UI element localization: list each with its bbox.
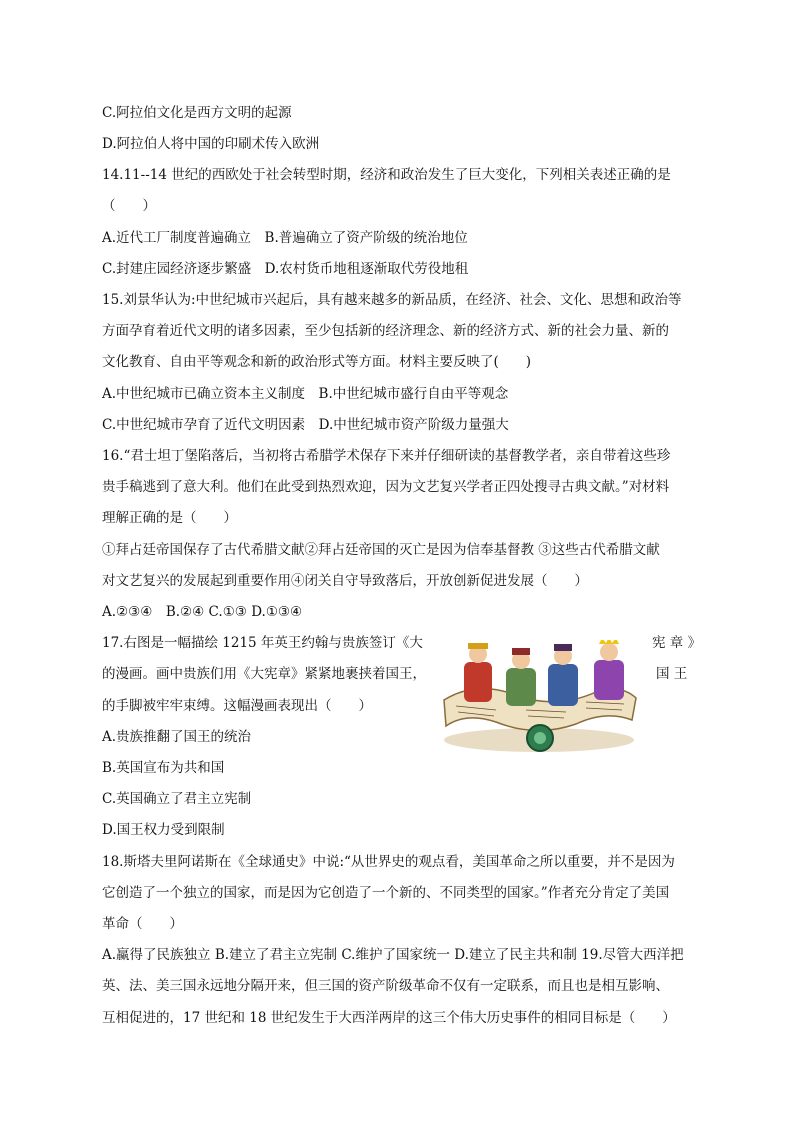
question-19: 互相促进的，17 世纪和 18 世纪发生于大西洋两岸的这三个伟大历史事件的相同目标是（ ）: [102, 1010, 676, 1026]
question-17: 宪 章 》: [652, 635, 702, 651]
option-line: C.阿拉伯文化是西方文明的起源: [102, 105, 292, 121]
option-line: A.中世纪城市已确立资本主义制度 B.中世纪城市盛行自由平等观念: [102, 386, 509, 402]
question-19: 英、法、美三国永远地分隔开来，但三国的资产阶级革命不仅有一定联系，而且也是相互影响、: [102, 978, 669, 994]
question-17: 的手脚被牢牢束缚。这幅漫画表现出（ ）: [102, 698, 372, 714]
magna-carta-cartoon: [436, 640, 642, 758]
option-line: A.近代工厂制度普遍确立 B.普遍确立了资产阶级的统治地位: [102, 230, 468, 246]
question-16: 理解正确的是（ ）: [102, 510, 237, 526]
option-line: C.中世纪城市孕育了近代文明因素 D.中世纪城市资产阶级力量强大: [102, 417, 509, 433]
option-line: D.国王权力受到限制: [102, 822, 225, 838]
option-line: B.英国宣布为共和国: [102, 760, 225, 776]
question-15: 15.刘景华认为:中世纪城市兴起后，具有越来越多的新品质，在经济、社会、文化、思想和政治等: [102, 292, 682, 308]
question-18: 革命（ ）: [102, 916, 183, 932]
question-14: 14.11--14 世纪的西欧处于社会转型时期，经济和政治发生了巨大变化，下列相关表述正确的是: [102, 167, 671, 183]
question-16: ①拜占廷帝国保存了古代希腊文献②拜占廷帝国的灭亡是因为信奉基督教 ③这些古代希腊文献: [102, 542, 660, 558]
answer-blank: （ ）: [102, 198, 156, 214]
question-15: 方面孕育着近代文明的诸多因素，至少包括新的经济理念、新的经济方式、新的社会力量、新的: [102, 323, 669, 339]
option-line: A.赢得了民族独立 B.建立了君主立宪制 C.维护了国家统一 D.建立了民主共和制 19.尽管大西洋把: [102, 947, 684, 963]
question-17: 的漫画。画中贵族们用《大宪章》紧紧地裹挟着国王，: [102, 666, 426, 682]
question-17: 国 王: [656, 666, 688, 682]
option-line: C.英国确立了君主立宪制: [102, 791, 252, 807]
question-16: 对文艺复兴的发展起到重要作用④闭关自守导致落后，开放创新促进发展（ ）: [102, 573, 588, 589]
question-15: 文化教育、自由平等观念和新的政治形式等方面。材料主要反映了( ): [102, 354, 532, 370]
question-16: 16.“君士坦丁堡陷落后，当初将古希腊学术保存下来并仔细研读的基督教学者，亲自带着这些珍: [102, 448, 671, 464]
question-16: 贵手稿逃到了意大利。他们在此受到热烈欢迎，因为文艺复兴学者正四处搜寻古典文献。”对材料: [102, 479, 670, 495]
question-18: 18.斯塔夫里阿诺斯在《全球通史》中说:“从世界史的观点看，美国革命之所以重要，并不是因为: [102, 854, 675, 870]
question-17: 17.右图是一幅描绘 1215 年英王约翰与贵族签订《大: [102, 635, 423, 651]
option-line: D.阿拉伯人将中国的印刷术传入欧洲: [102, 136, 320, 152]
option-line: A.贵族推翻了国王的统治: [102, 729, 252, 745]
option-line: C.封建庄园经济逐步繁盛 D.农村货币地租逐渐取代劳役地租: [102, 261, 469, 277]
question-18: 它创造了一个独立的国家，而是因为它创造了一个新的、不同类型的国家。”作者充分肯定了美国: [102, 885, 670, 901]
option-line: A.②③④ B.②④ C.①③ D.①③④: [102, 604, 303, 620]
